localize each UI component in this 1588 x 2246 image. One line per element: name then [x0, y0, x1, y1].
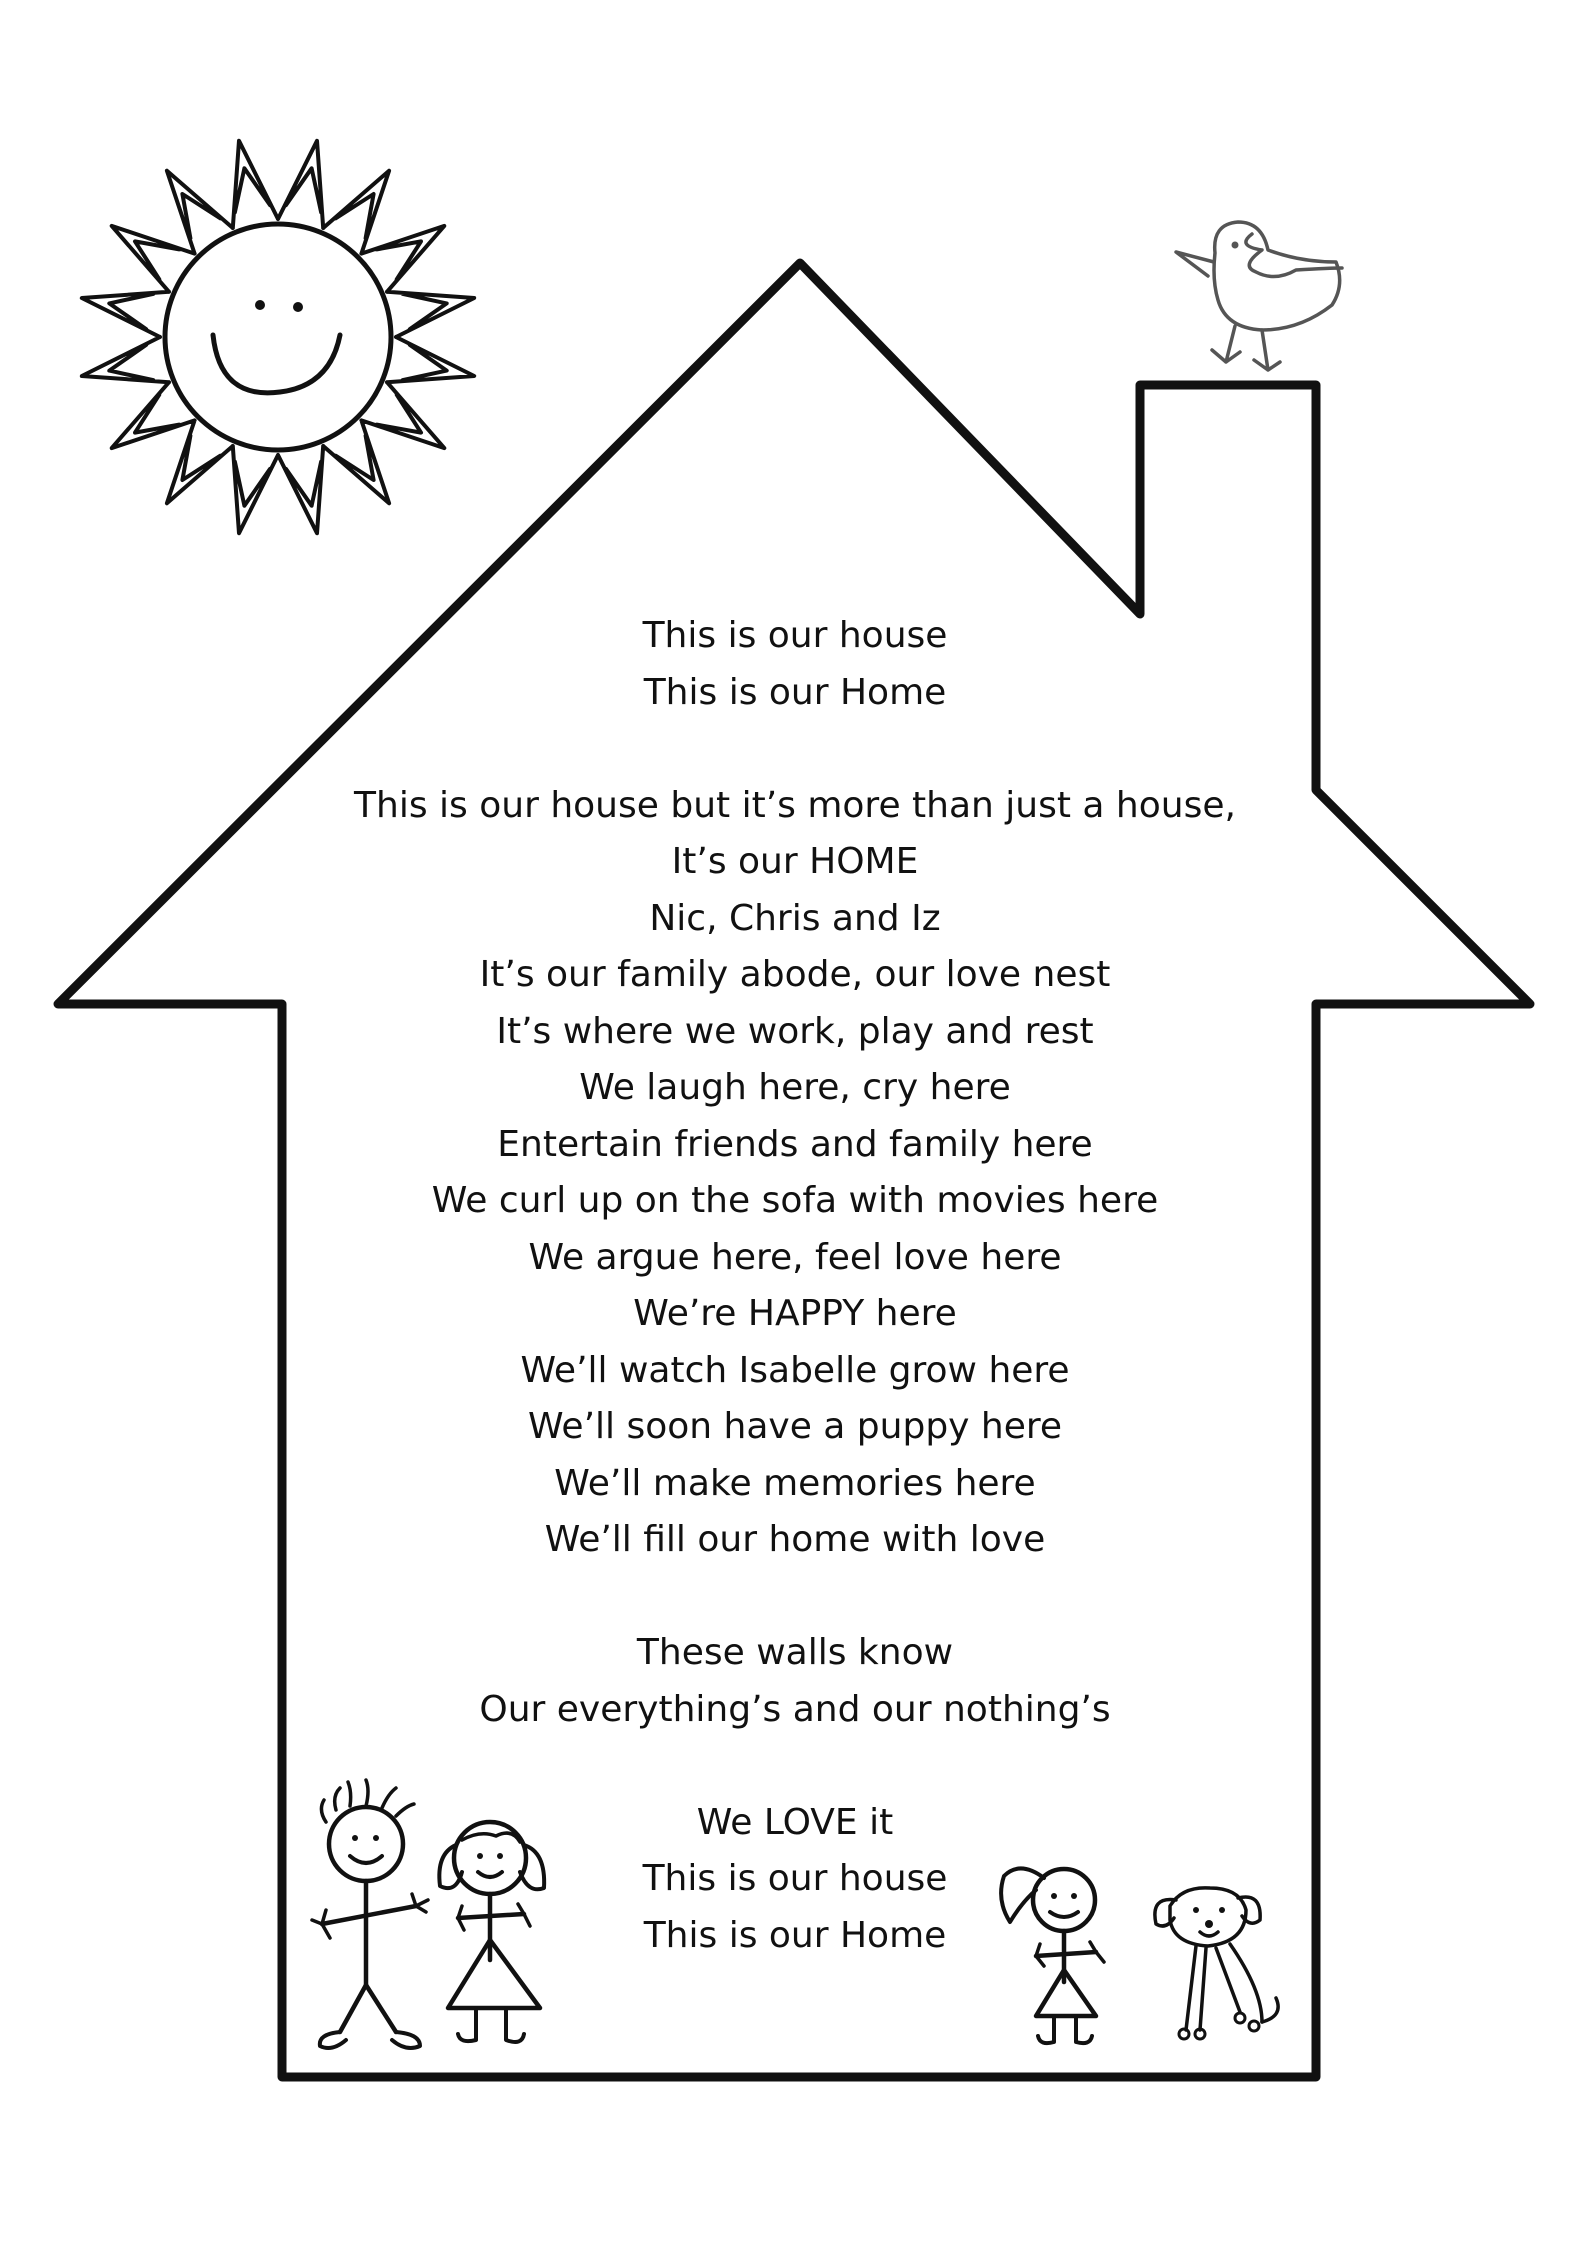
poem-line: We’ll soon have a puppy here	[527, 1406, 1063, 1447]
poem-line: We’ll make memories here	[554, 1462, 1036, 1504]
sun-icon	[82, 141, 474, 533]
poem-stanza	[300, 1625, 1290, 1738]
poem-line: It’s where we work, play and rest	[496, 1010, 1094, 1052]
poem-line: Our everything’s and our nothing’s	[479, 1688, 1111, 1730]
poem-line: These walls know	[636, 1632, 954, 1673]
poem-stanza	[300, 608, 1290, 721]
poem-line: We LOVE it	[696, 1801, 894, 1843]
poem-line: We argue here, feel love here	[528, 1236, 1062, 1278]
bird-icon	[1176, 222, 1342, 370]
poem-line: We’re HAPPY here	[633, 1293, 957, 1334]
poem-line: Entertain friends and family here	[497, 1123, 1093, 1165]
poem-stanza	[300, 1795, 1290, 1965]
poem-line: This is our house	[642, 1858, 948, 1899]
poem-line: It’s our family abode, our love nest	[479, 954, 1111, 995]
poem-line: Nic, Chris and Iz	[649, 897, 941, 939]
poem-line: This is our Home	[643, 1914, 947, 1956]
poem-line: We’ll fill our home with love	[544, 1519, 1046, 1560]
poem-line: We laugh here, cry here	[579, 1067, 1011, 1108]
poem-line: We curl up on the sofa with movies here	[431, 1180, 1159, 1221]
poem-line: We’ll watch Isabelle grow here	[520, 1349, 1070, 1391]
poem	[300, 608, 1290, 1964]
poem-line: This is our Home	[643, 671, 947, 713]
poem-line: This is our house	[642, 615, 948, 656]
poem-stanza	[300, 778, 1290, 1569]
poem-line: This is our house but it’s more than just a house,	[354, 784, 1236, 826]
poem-line: It’s our HOME	[671, 841, 919, 882]
